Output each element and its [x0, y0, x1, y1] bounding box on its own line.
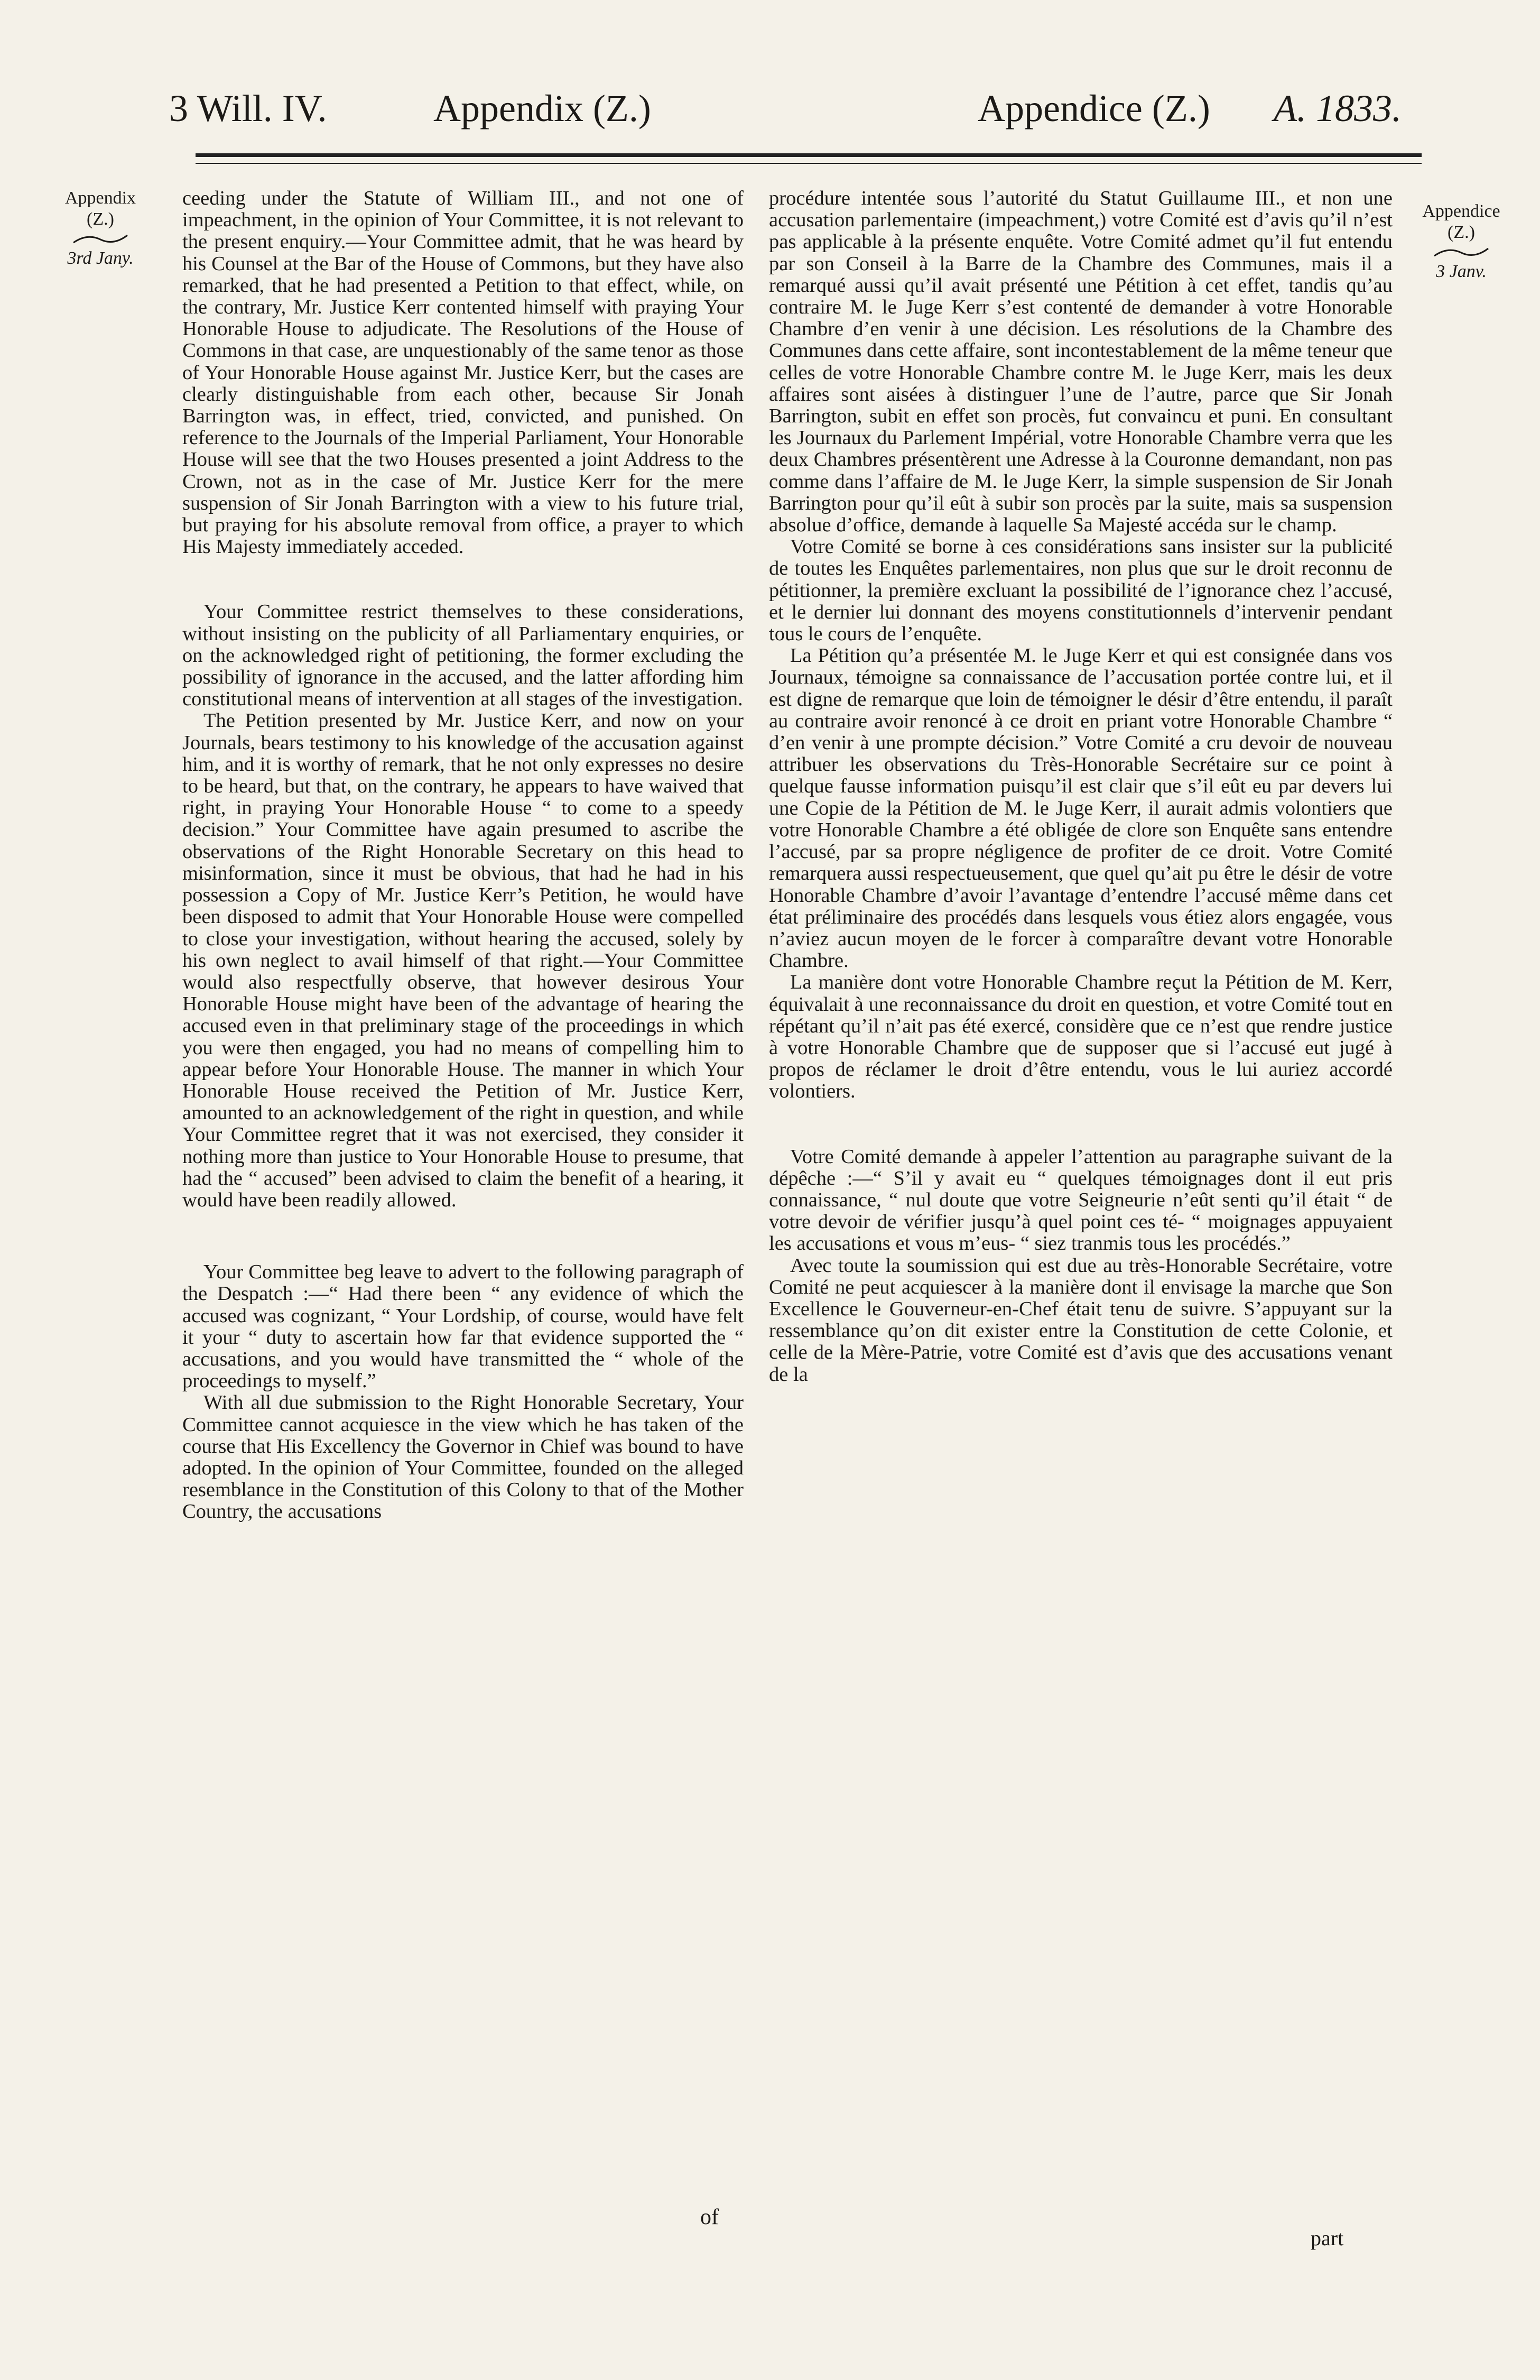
margin-note-right [1408, 201, 1514, 282]
margin-code: (Z.) [87, 209, 114, 229]
swash-ornament-icon [1432, 245, 1490, 259]
header-rule-thick [196, 153, 1422, 157]
margin-date: 3 Janv. [1436, 262, 1487, 281]
paragraph: Votre Comité demande à appeler l’attention au paragraphe suivant de la dépêche :—“ S’il y avait eu “ quelques témoignages dont il eut pris connaissance, “ nul doute que votre Seigneurie n’eût senti qu’il était “ de votre devoir de vérifier jusqu’à quel point ces té- “ moignages appuyaient les accusations et vous m’eus- “ siez tranmis tous les procédés.” [769, 1145, 1393, 1255]
header-rule-thin [196, 163, 1422, 164]
paragraph: Your Committee beg leave to advert to the following paragraph of the Despatch :—“ Had there been “ any evidence of which the accused was cognizant, “ Your Lordship, of course, would have felt it your “ duty to ascertain how far that evidence supported the “ accusations, and you would have transmitted the “ whole of the proceedings to myself.” [182, 1261, 744, 1392]
paragraph: Votre Comité se borne à ces considérations sans insister sur la publicité de toutes les Enquêtes parlementaires, non plus que sur le droit reconnu de pétitionner, la première excluant la possibilité de l’ignorance chez l’accusé, et le dernier lui donnant des moyens constitutionnels d’intervenir pendant tous le cours de l’enquête. [769, 536, 1393, 645]
header-session: 3 Will. IV. [169, 87, 327, 130]
paragraph: La Pétition qu’a présentée M. le Juge Kerr et qui est consignée dans vos Journaux, témoigne sa connaissance de l’accusation portée contre lui, et il est digne de remarque que loin de témoigner le désir d’être entendu, il paraît au contraire avoir renoncé à ce droit en priant votre Honorable Chambre “ d’en venir à une prompte décision.” Votre Comité a cru devoir de nouveau attribuer les observations du Très-Honorable Secrétaire sur ce point à quelque fausse information puisqu’il est clair que s’il eût eu par devers lui une Copie de la Pétition de M. le Juge Kerr, il aurait admis volontiers que votre Honorable Chambre a été obligée de clore son Enquête sans entendre l’accusé, par sa propre négligence de profiter de ce droit. Votre Comité remarquera aussi respectueusement, que quel qu’ait pu être le désir de votre Honorable Chambre d’avoir l’avantage d’entendre l’accusé même dans cet état préliminaire des procédés dans lesquels vous étiez alors engagée, vous n’aviez aucun moyen de le forcer à comparaître devant votre Honorable Chambre. [769, 644, 1393, 972]
paragraph: procédure intentée sous l’autorité du Statut Guillaume III., et non une accusation parlementaire (impeachment,) votre Comité est d’avis qu’il n’est pas applicable à la présente enquête. Votre Comité admet qu’il fut entendu par son Conseil à la Barre de la Chambre des Communes, mais il a remarqué aussi qu’il avait présenté une Pétition à cet effet, tandis qu’au contraire M. le Juge Kerr s’est contenté de demander à votre Honorable Chambre d’en venir à une décision. Les résolutions de la Chambre des Communes dans cette affaire, sont incontestablement de la même teneur que celles de votre Honorable Chambre contre M. le Juge Kerr, mais les deux affaires sont aisées à distinguer l’une de l’autre, parce que Sir Jonah Barrington, subit en effet son procès, fut convaincu et puni. En consultant les Journaux du Parlement Impérial, votre Honorable Chambre verra que les deux Chambres présentèrent une Adresse à la Couronne demandant, non pas comme dans l’affaire de M. le Juge Kerr, la simple suspension de Sir Jonah Barrington pour qu’il eût à subir son procès par la suite, mais sa suspension absolue d’office, demande à laquelle Sa Majesté accéda sur le champ. [769, 187, 1393, 537]
paragraph: Avec toute la soumission qui est due au très-Honorable Secrétaire, votre Comité ne peut acquiescer à la manière dont il envisage la marche que Son Excellence le Gouverneur-en-Chef était tenu de suivre. S’appuyant sur la ressemblance qu’on dit exister entre la Constitution de cette Colonie, et celle de la Mère-Patrie, votre Comité est d’avis que des accusations venant de la [769, 1254, 1393, 1386]
header-title-en: Appendix (Z.) [433, 87, 651, 130]
catchword-en: of [700, 2205, 719, 2229]
margin-label: Appendix [64, 188, 136, 208]
swash-ornament-icon [71, 232, 129, 246]
margin-label: Appendice [1422, 201, 1500, 221]
margin-note-left [61, 188, 140, 269]
catchword-fr: part [1311, 2226, 1344, 2250]
paragraph: La manière dont votre Honorable Chambre reçut la Pétition de M. Kerr, équivalait à une reconnaissance du droit en question, et votre Comité tout en répétant qu’il n’ait pas été exercé, considère que ce n’est que rendre justice à votre Honorable Chambre que de supposer que si l’accusé eut jugé à propos de réclamer le droit d’être entendu, vous le lui auriez accordé volontiers. [769, 971, 1393, 1103]
paragraph: Your Committee restrict themselves to these considerations, without insisting on the publicity of all Parliamentary enquiries, or on the acknowledged right of petitioning, the former excluding the possibility of ignorance in the accused, and the latter affording him constitutional means of intervention at all stages of the investigation. [182, 601, 744, 711]
header-title-fr: Appendice (Z.) [978, 87, 1210, 130]
french-column [769, 188, 1393, 1386]
paragraph: With all due submission to the Right Honorable Secretary, Your Committee cannot acquiesce in the view which he has taken of the course that His Excellency the Governor in Chief was bound to have adopted. In the opinion of Your Committee, founded on the alleged resemblance in the Constitution of this Colony to that of the Mother Country, the accusations [182, 1391, 744, 1523]
margin-date: 3rd Jany. [67, 248, 134, 268]
english-column [182, 188, 744, 1523]
running-header [159, 79, 1427, 137]
margin-code: (Z.) [1448, 223, 1475, 242]
header-year: A. 1833. [1274, 87, 1402, 130]
paragraph: The Petition presented by Mr. Justice Kerr, and now on your Journals, bears testimony to his knowledge of the accusation against him, and it is worthy of remark, that he not only expresses no desire to be heard, but that, on the contrary, he appears to have waived that right, in praying Your Honorable House “ to come to a speedy decision.” Your Committee have again presumed to ascribe the observations of the Right Honorable Secretary on this head to misinformation, since it must be obvious, that had he had in his possession a Copy of Mr. Justice Kerr’s Petition, he would have been disposed to admit that Your Honorable House were compelled to close your investigation, without hearing the accused, solely by his own neglect to avail himself of that right.—Your Committee would also respectfully observe, that however desirous Your Honorable House might have been of the advantage of hearing the accused even in that preliminary stage of the proceedings in which you were then engaged, you had no means of compelling him to appear before Your Honorable House. The manner in which Your Honorable House received the Petition of Mr. Justice Kerr, amounted to an acknowledgement of the right in question, and while Your Committee regret that it was not exercised, they consider it nothing more than justice to Your Honorable House to presume, that had the “ accused” been advised to claim the benefit of a hearing, it would have been readily allowed. [182, 709, 744, 1211]
paragraph: ceeding under the Statute of William III., and not one of impeachment, in the opinion of Your Committee, it is not relevant to the present enquiry.—Your Committee admit, that he was heard by his Counsel at the Bar of the House of Commons, but they have also remarked, that he had presented a Petition to that effect, while, on the contrary, Mr. Justice Kerr contented himself with praying Your Honorable House to adjudicate. The Resolutions of the House of Commons in that case, are unquestionably of the same tenor as those of Your Honorable House against Mr. Justice Kerr, but the cases are clearly distinguishable from each other, because Sir Jonah Barrington was, in effect, tried, convicted, and punished. On reference to the Journals of the Imperial Parliament, Your Honorable House will see that the two Houses presented a joint Address to the Crown, not as in the case of Mr. Justice Kerr for the mere suspension of Sir Jonah Barrington with a view to his future trial, but praying for his absolute removal from office, a prayer to which His Majesty immediately acceded. [182, 187, 744, 558]
